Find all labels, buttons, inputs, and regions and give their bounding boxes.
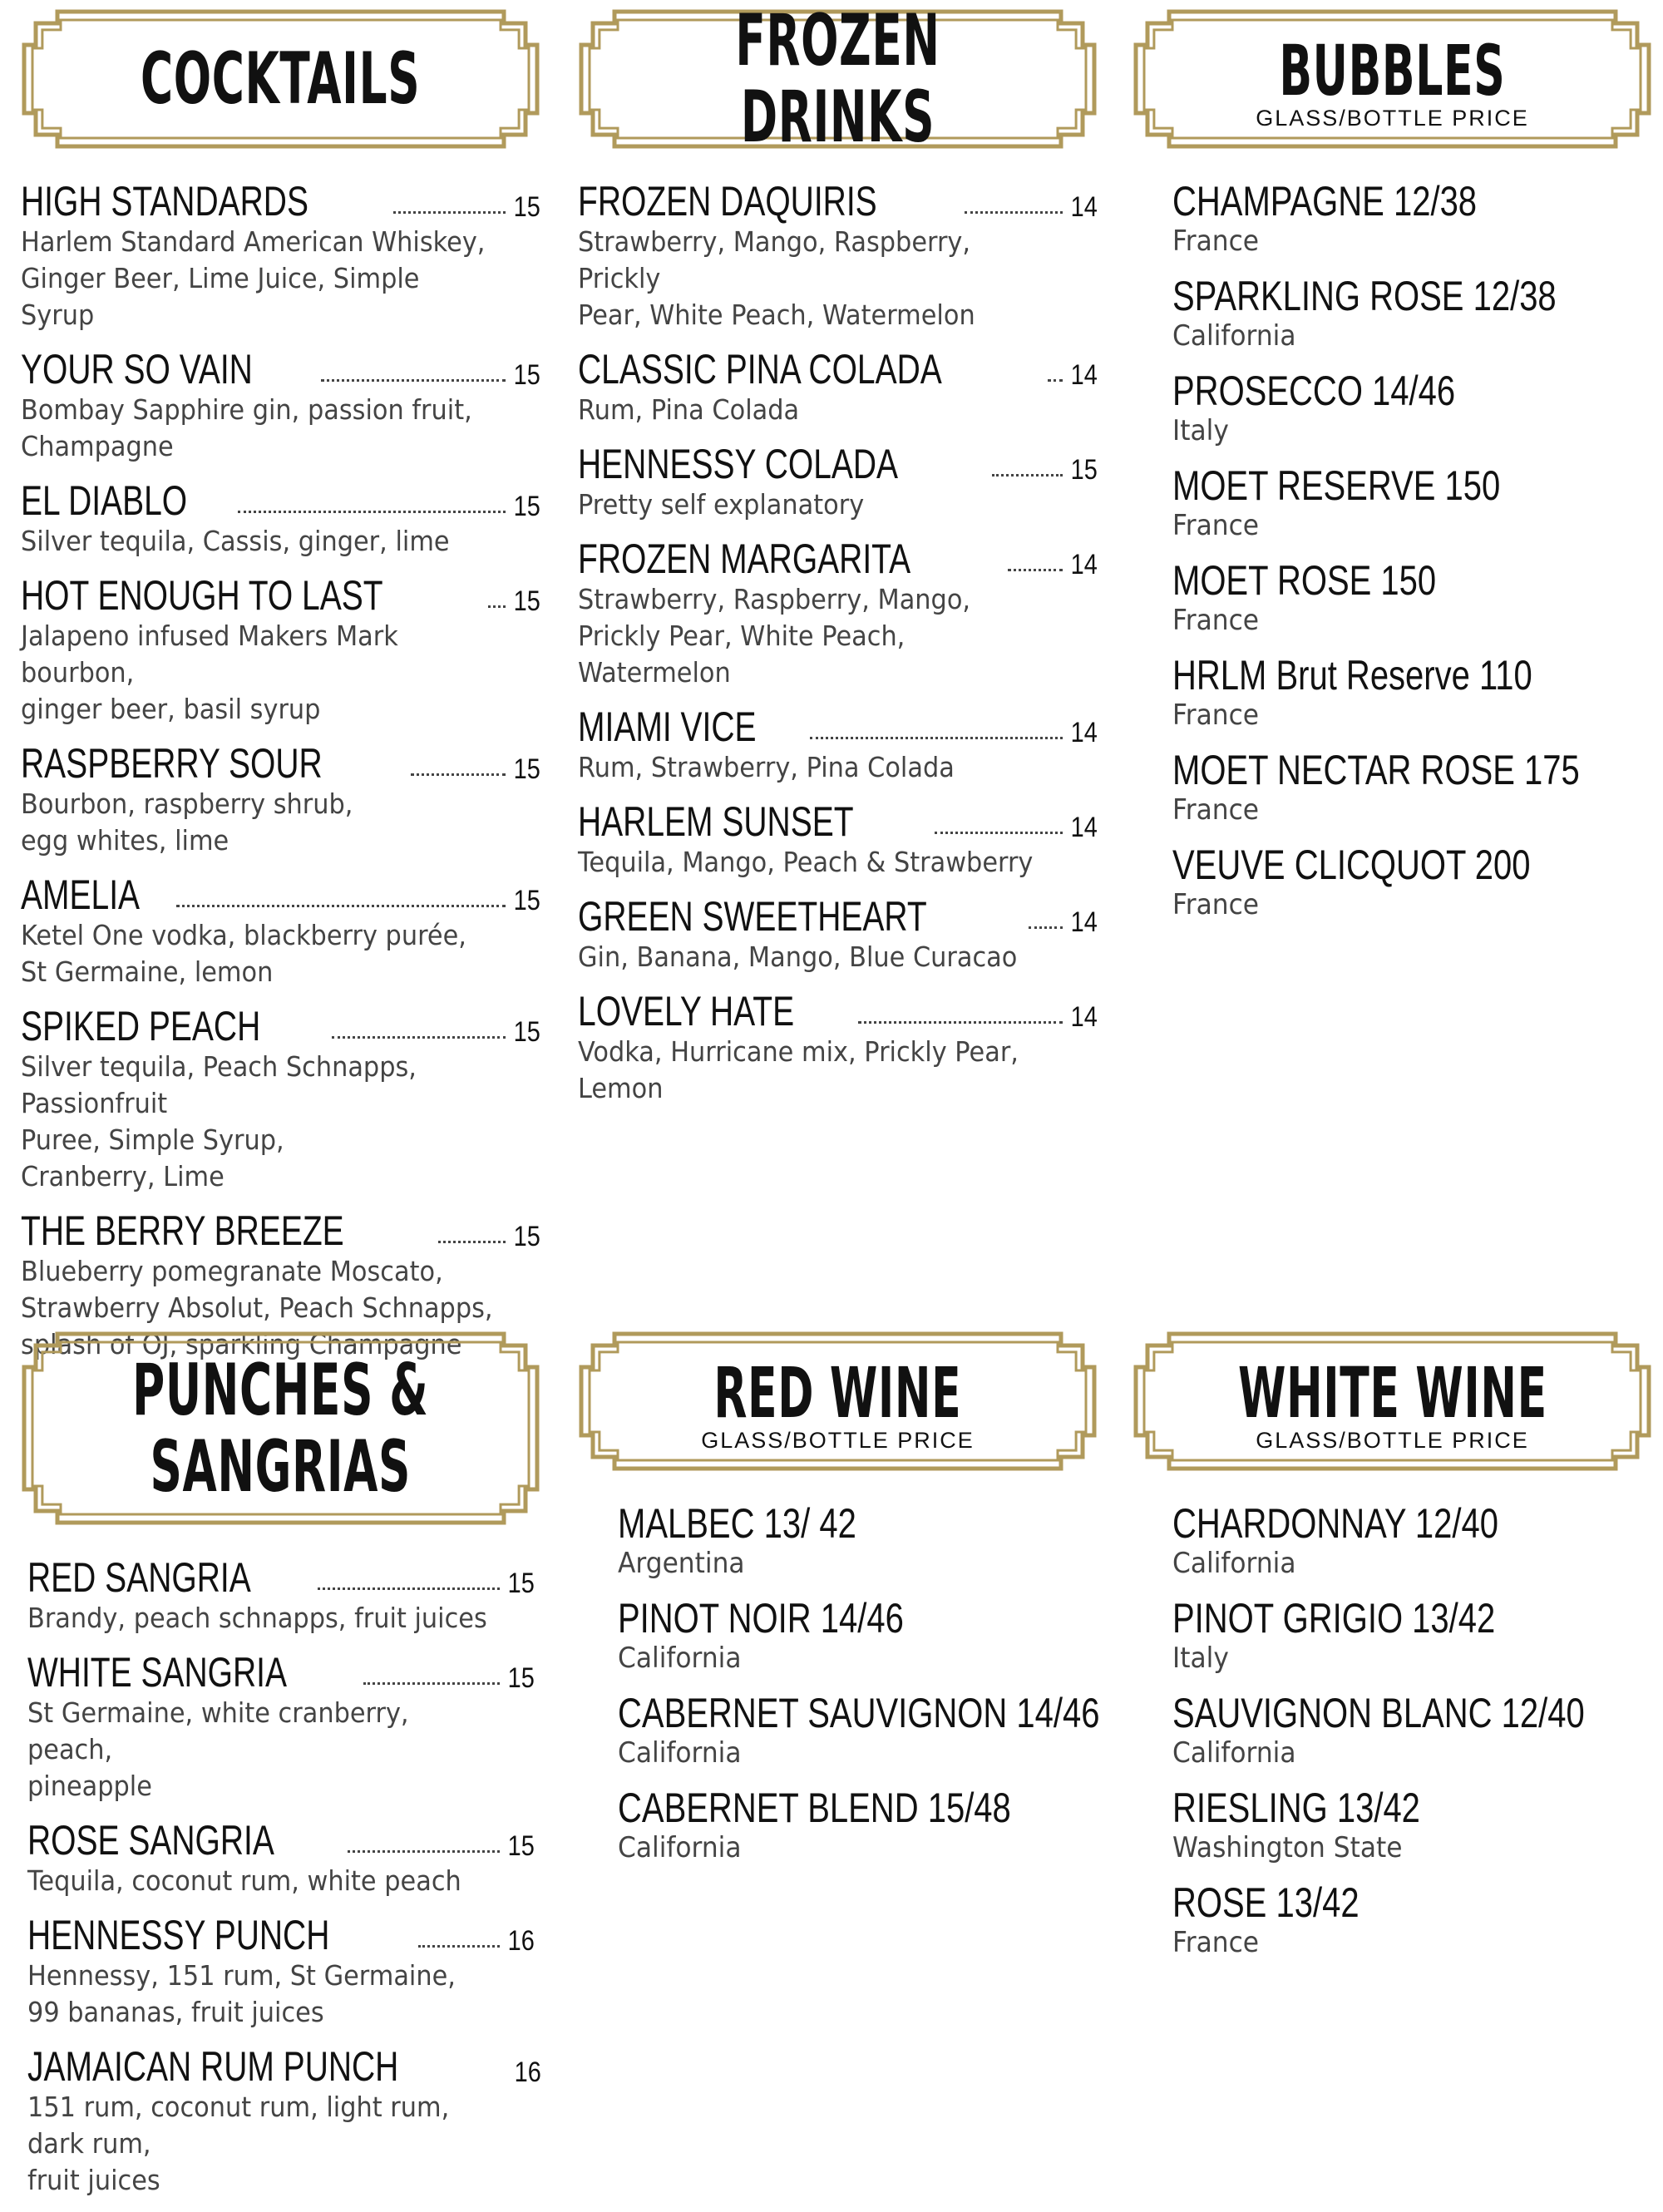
item-name: AMELIA: [21, 871, 141, 918]
wine-origin: Washington State: [1172, 1831, 1403, 1864]
wine-name: MOET RESERVE 150: [1172, 462, 1501, 509]
section-bubbles: [1133, 8, 1652, 921]
item-description: Silver tequila, Peach Schnapps, Passionfruit Puree, Simple Syrup, Cranberry, Lime: [21, 1050, 417, 1192]
wine-origin: France: [1172, 699, 1260, 732]
section-title: RED WINE: [713, 1351, 962, 1434]
item-name: EL DIABLO: [21, 477, 188, 524]
menu-item: [1172, 1880, 1663, 1960]
item-description: Rum, Strawberry, Pina Colada: [578, 751, 955, 783]
item-header: [27, 2043, 542, 2090]
menu-item: [21, 347, 540, 465]
item-price: 14: [1070, 717, 1098, 748]
item-price: 16: [514, 2056, 542, 2088]
banner-frame: [578, 1331, 1098, 1472]
dotted-leader: [363, 1681, 500, 1685]
section-red-wine: [578, 1331, 1100, 1864]
dotted-leader: [1048, 378, 1063, 382]
item-name: GREEN SWEETHEART: [578, 893, 927, 940]
banner-frame: [21, 8, 540, 150]
wine-origin: California: [618, 1736, 742, 1770]
item-name: MIAMI VICE: [578, 704, 757, 750]
menu-item: [1172, 748, 1663, 827]
menu-item: [1172, 1691, 1663, 1770]
menu-item: [618, 1596, 1137, 1676]
menu-item: [578, 347, 1098, 428]
item-header: [21, 478, 540, 523]
wine-origin: France: [1172, 793, 1260, 827]
wine-name: MOET NECTAR ROSE 175: [1172, 747, 1580, 793]
wine-origin: Argentina: [618, 1547, 745, 1580]
item-header: [21, 347, 540, 392]
dotted-leader: [238, 510, 506, 513]
wine-name: CHARDONNAY 12/40: [1172, 1500, 1498, 1547]
wine-name: SAUVIGNON BLANC 12/40: [1172, 1690, 1585, 1736]
menu-item: [1172, 1785, 1663, 1865]
wine-origin: France: [1172, 604, 1260, 637]
wine-name: RIESLING 13/42: [1172, 1785, 1420, 1831]
item-header: [21, 741, 540, 786]
item-name: WHITE SANGRIA: [27, 1649, 288, 1696]
item-name: HOT ENOUGH TO LAST: [21, 572, 383, 619]
section-subtitle: GLASS/BOTTLE PRICE: [1256, 1427, 1529, 1453]
item-description: Tequila, Mango, Peach & Strawberry: [578, 846, 1034, 878]
item-header: [578, 442, 1098, 486]
item-price: 16: [507, 1925, 535, 1957]
wine-origin: France: [1172, 888, 1260, 921]
wine-name: CABERNET SAUVIGNON 14/46: [618, 1690, 1100, 1736]
wine-name: SPARKLING ROSE 12/38: [1172, 273, 1557, 319]
section-title: PUNCHES & SANGRIAS: [132, 1348, 429, 1508]
item-name: LOVELY HATE: [578, 988, 795, 1034]
menu-item: [21, 872, 540, 990]
menu-item: [21, 179, 540, 333]
section-title: FROZEN DRINKS: [735, 0, 940, 159]
menu-item: [27, 1818, 535, 1899]
item-price: 15: [513, 359, 540, 391]
dotted-leader: [393, 210, 506, 214]
item-description: Bombay Sapphire gin, passion fruit, Champagne: [21, 393, 472, 462]
item-header: [21, 573, 540, 618]
item-price: 15: [1070, 454, 1098, 486]
dotted-leader: [1029, 926, 1063, 929]
menu-item: [1172, 179, 1663, 259]
item-price: 14: [1070, 906, 1098, 938]
menu-item: [27, 1555, 535, 1637]
dotted-leader: [992, 473, 1063, 476]
item-name: THE BERRY BREEZE: [21, 1207, 344, 1254]
item-header: [21, 1208, 540, 1253]
menu-item: [27, 2043, 542, 2199]
item-list: [1172, 179, 1663, 937]
menu-item: [578, 536, 1098, 691]
item-description: Bourbon, raspberry shrub, egg whites, lime: [21, 788, 353, 857]
item-name: JAMAICAN RUM PUNCH: [27, 2043, 399, 2090]
menu-item: [21, 478, 540, 560]
wine-name: MOET ROSE 150: [1172, 557, 1437, 604]
dotted-leader: [438, 1240, 506, 1243]
wine-origin: Italy: [1172, 414, 1229, 447]
item-price: 14: [1070, 359, 1098, 391]
item-description: Gin, Banana, Mango, Blue Curacao: [578, 941, 1018, 973]
wine-origin: France: [1172, 1926, 1260, 1959]
menu-item: [1172, 558, 1663, 638]
item-price: 15: [513, 491, 540, 522]
item-header: [21, 872, 540, 917]
wine-name: CHAMPAGNE 12/38: [1172, 178, 1478, 225]
menu-item: [578, 704, 1098, 786]
item-description: Rum, Pina Colada: [578, 393, 800, 426]
item-price: 15: [513, 885, 540, 916]
item-price: 15: [513, 191, 540, 223]
dotted-leader: [1008, 568, 1063, 571]
item-name: YOUR SO VAIN: [21, 346, 253, 393]
wine-origin: France: [1172, 225, 1260, 258]
item-name: RASPBERRY SOUR: [21, 740, 323, 787]
item-description: 151 rum, coconut rum, light rum, dark rum, fruit juices: [27, 2091, 450, 2196]
banner-frame: [21, 1331, 540, 1526]
item-price: 14: [1070, 191, 1098, 223]
item-description: Brandy, peach schnapps, fruit juices: [27, 1602, 487, 1634]
banner-frame: [578, 0, 1098, 159]
item-description: Strawberry, Mango, Raspberry, Prickly Pear, White Peach, Watermelon: [578, 225, 975, 331]
item-price: 15: [507, 1568, 535, 1599]
item-name: RED SANGRIA: [27, 1554, 251, 1601]
item-price: 15: [513, 1016, 540, 1048]
section-title: WHITE WINE: [1237, 1351, 1547, 1434]
section-title: BUBBLES: [1279, 29, 1506, 111]
dotted-leader: [858, 1020, 1063, 1024]
wine-name: CABERNET BLEND 15/48: [618, 1785, 1011, 1831]
banner-frame: [1133, 1331, 1652, 1472]
menu-item: [1172, 463, 1663, 543]
item-name: HIGH STANDARDS: [21, 178, 308, 225]
item-price: 14: [1070, 812, 1098, 843]
item-name: FROZEN DAQUIRIS: [578, 178, 877, 225]
item-description: Tequila, coconut rum, white peach: [27, 1864, 461, 1897]
item-header: [578, 347, 1098, 392]
item-description: Silver tequila, Cassis, ginger, lime: [21, 525, 450, 557]
menu-item: [27, 1913, 535, 2031]
wine-origin: California: [1172, 319, 1296, 353]
item-header: [27, 1818, 535, 1863]
item-header: [578, 704, 1098, 749]
item-header: [578, 536, 1098, 581]
item-description: Blueberry pomegranate Moscato, Strawberry Absolut, Peach Schnapps, splash of OJ, sparkling Champagne: [21, 1255, 493, 1360]
item-list: [578, 179, 1098, 1120]
dotted-leader: [348, 1849, 501, 1853]
menu-item: [21, 573, 540, 728]
menu-item: [618, 1785, 1137, 1865]
item-description: Harlem Standard American Whiskey, Ginger Beer, Lime Juice, Simple Syrup: [21, 225, 486, 331]
menu-item: [27, 1650, 535, 1805]
item-name: FROZEN MARGARITA: [578, 536, 911, 582]
wine-name: VEUVE CLICQUOT 200: [1172, 842, 1531, 888]
dotted-leader: [965, 210, 1063, 214]
menu-item: [21, 741, 540, 859]
wine-name: MALBEC 13/ 42: [618, 1500, 856, 1547]
section-subtitle: GLASS/BOTTLE PRICE: [1256, 105, 1529, 131]
menu-item: [578, 442, 1098, 523]
menu-item: [1172, 842, 1663, 922]
item-header: [578, 179, 1098, 224]
item-name: ROSE SANGRIA: [27, 1817, 274, 1864]
dotted-leader: [810, 736, 1063, 739]
wine-name: PROSECCO 14/46: [1172, 368, 1456, 414]
menu-item: [1172, 1596, 1663, 1676]
item-description: Hennessy, 151 rum, St Germaine, 99 bananas, fruit juices: [27, 1959, 456, 2028]
dotted-leader: [411, 773, 506, 776]
item-list: [21, 179, 540, 1376]
item-header: [578, 894, 1098, 939]
wine-name: PINOT NOIR 14/46: [618, 1595, 904, 1642]
menu-item: [1172, 274, 1663, 353]
wine-origin: Italy: [1172, 1642, 1229, 1675]
wine-origin: California: [618, 1831, 742, 1864]
dotted-leader: [332, 1035, 506, 1039]
item-header: [578, 799, 1098, 844]
menu-item: [1172, 368, 1663, 448]
dotted-leader: [176, 904, 506, 907]
dotted-leader: [418, 1944, 500, 1948]
dotted-leader: [488, 605, 506, 608]
menu-item: [618, 1501, 1137, 1581]
item-name: HENNESSY PUNCH: [27, 1912, 330, 1958]
section-title: COCKTAILS: [141, 37, 421, 121]
wine-name: ROSE 13/42: [1172, 1879, 1360, 1926]
item-price: 15: [513, 585, 540, 617]
item-header: [27, 1650, 535, 1695]
item-list: [27, 1554, 542, 2212]
menu-item: [1172, 1501, 1663, 1581]
item-price: 14: [1070, 1001, 1098, 1033]
menu-item: [578, 894, 1098, 975]
section-punches-sangrias: [21, 1331, 542, 2196]
item-name: SPIKED PEACH: [21, 1003, 261, 1049]
item-header: [27, 1555, 535, 1600]
item-description: Jalapeno infused Makers Mark bourbon, ginger beer, basil syrup: [21, 620, 398, 725]
item-price: 15: [513, 1221, 540, 1252]
wine-origin: California: [618, 1642, 742, 1675]
dotted-leader: [318, 1587, 501, 1590]
menu-item: [578, 989, 1098, 1107]
menu-item: [618, 1691, 1137, 1770]
wine-origin: France: [1172, 509, 1260, 542]
section-white-wine: [1133, 1331, 1652, 1959]
dotted-leader: [321, 378, 506, 382]
menu-item: [578, 799, 1098, 881]
menu-item: [578, 179, 1098, 333]
item-name: HARLEM SUNSET: [578, 798, 854, 845]
item-description: Ketel One vodka, blackberry purée, St Germaine, lemon: [21, 919, 466, 988]
item-header: [578, 989, 1098, 1034]
menu-item: [21, 1004, 540, 1195]
item-name: HENNESSY COLADA: [578, 441, 899, 487]
item-header: [21, 1004, 540, 1049]
section-frozen-drinks: [578, 0, 1098, 1104]
wine-origin: California: [1172, 1547, 1296, 1580]
item-description: Vodka, Hurricane mix, Prickly Pear, Lemon: [578, 1035, 1019, 1104]
wine-name: PINOT GRIGIO 13/42: [1172, 1595, 1496, 1642]
item-header: [21, 179, 540, 224]
item-description: Strawberry, Raspberry, Mango, Prickly Pear, White Peach, Watermelon: [578, 583, 971, 689]
item-header: [27, 1913, 535, 1958]
item-description: St Germaine, white cranberry, peach, pineapple: [27, 1696, 409, 1802]
item-list: [618, 1501, 1137, 1880]
banner-frame: [1133, 8, 1652, 150]
item-price: 15: [507, 1662, 535, 1694]
item-price: 14: [1070, 549, 1098, 580]
item-name: CLASSIC PINA COLADA: [578, 346, 942, 393]
menu-item: [1172, 653, 1663, 733]
dotted-leader: [935, 831, 1063, 834]
section-cocktails: [21, 8, 540, 1360]
item-list: [1172, 1501, 1663, 1975]
wine-origin: California: [1172, 1736, 1296, 1770]
wine-name: HRLM Brut Reserve 110: [1172, 652, 1532, 699]
item-price: 15: [507, 1830, 535, 1862]
item-description: Pretty self explanatory: [578, 488, 865, 521]
item-price: 15: [513, 753, 540, 785]
section-subtitle: GLASS/BOTTLE PRICE: [701, 1427, 975, 1453]
